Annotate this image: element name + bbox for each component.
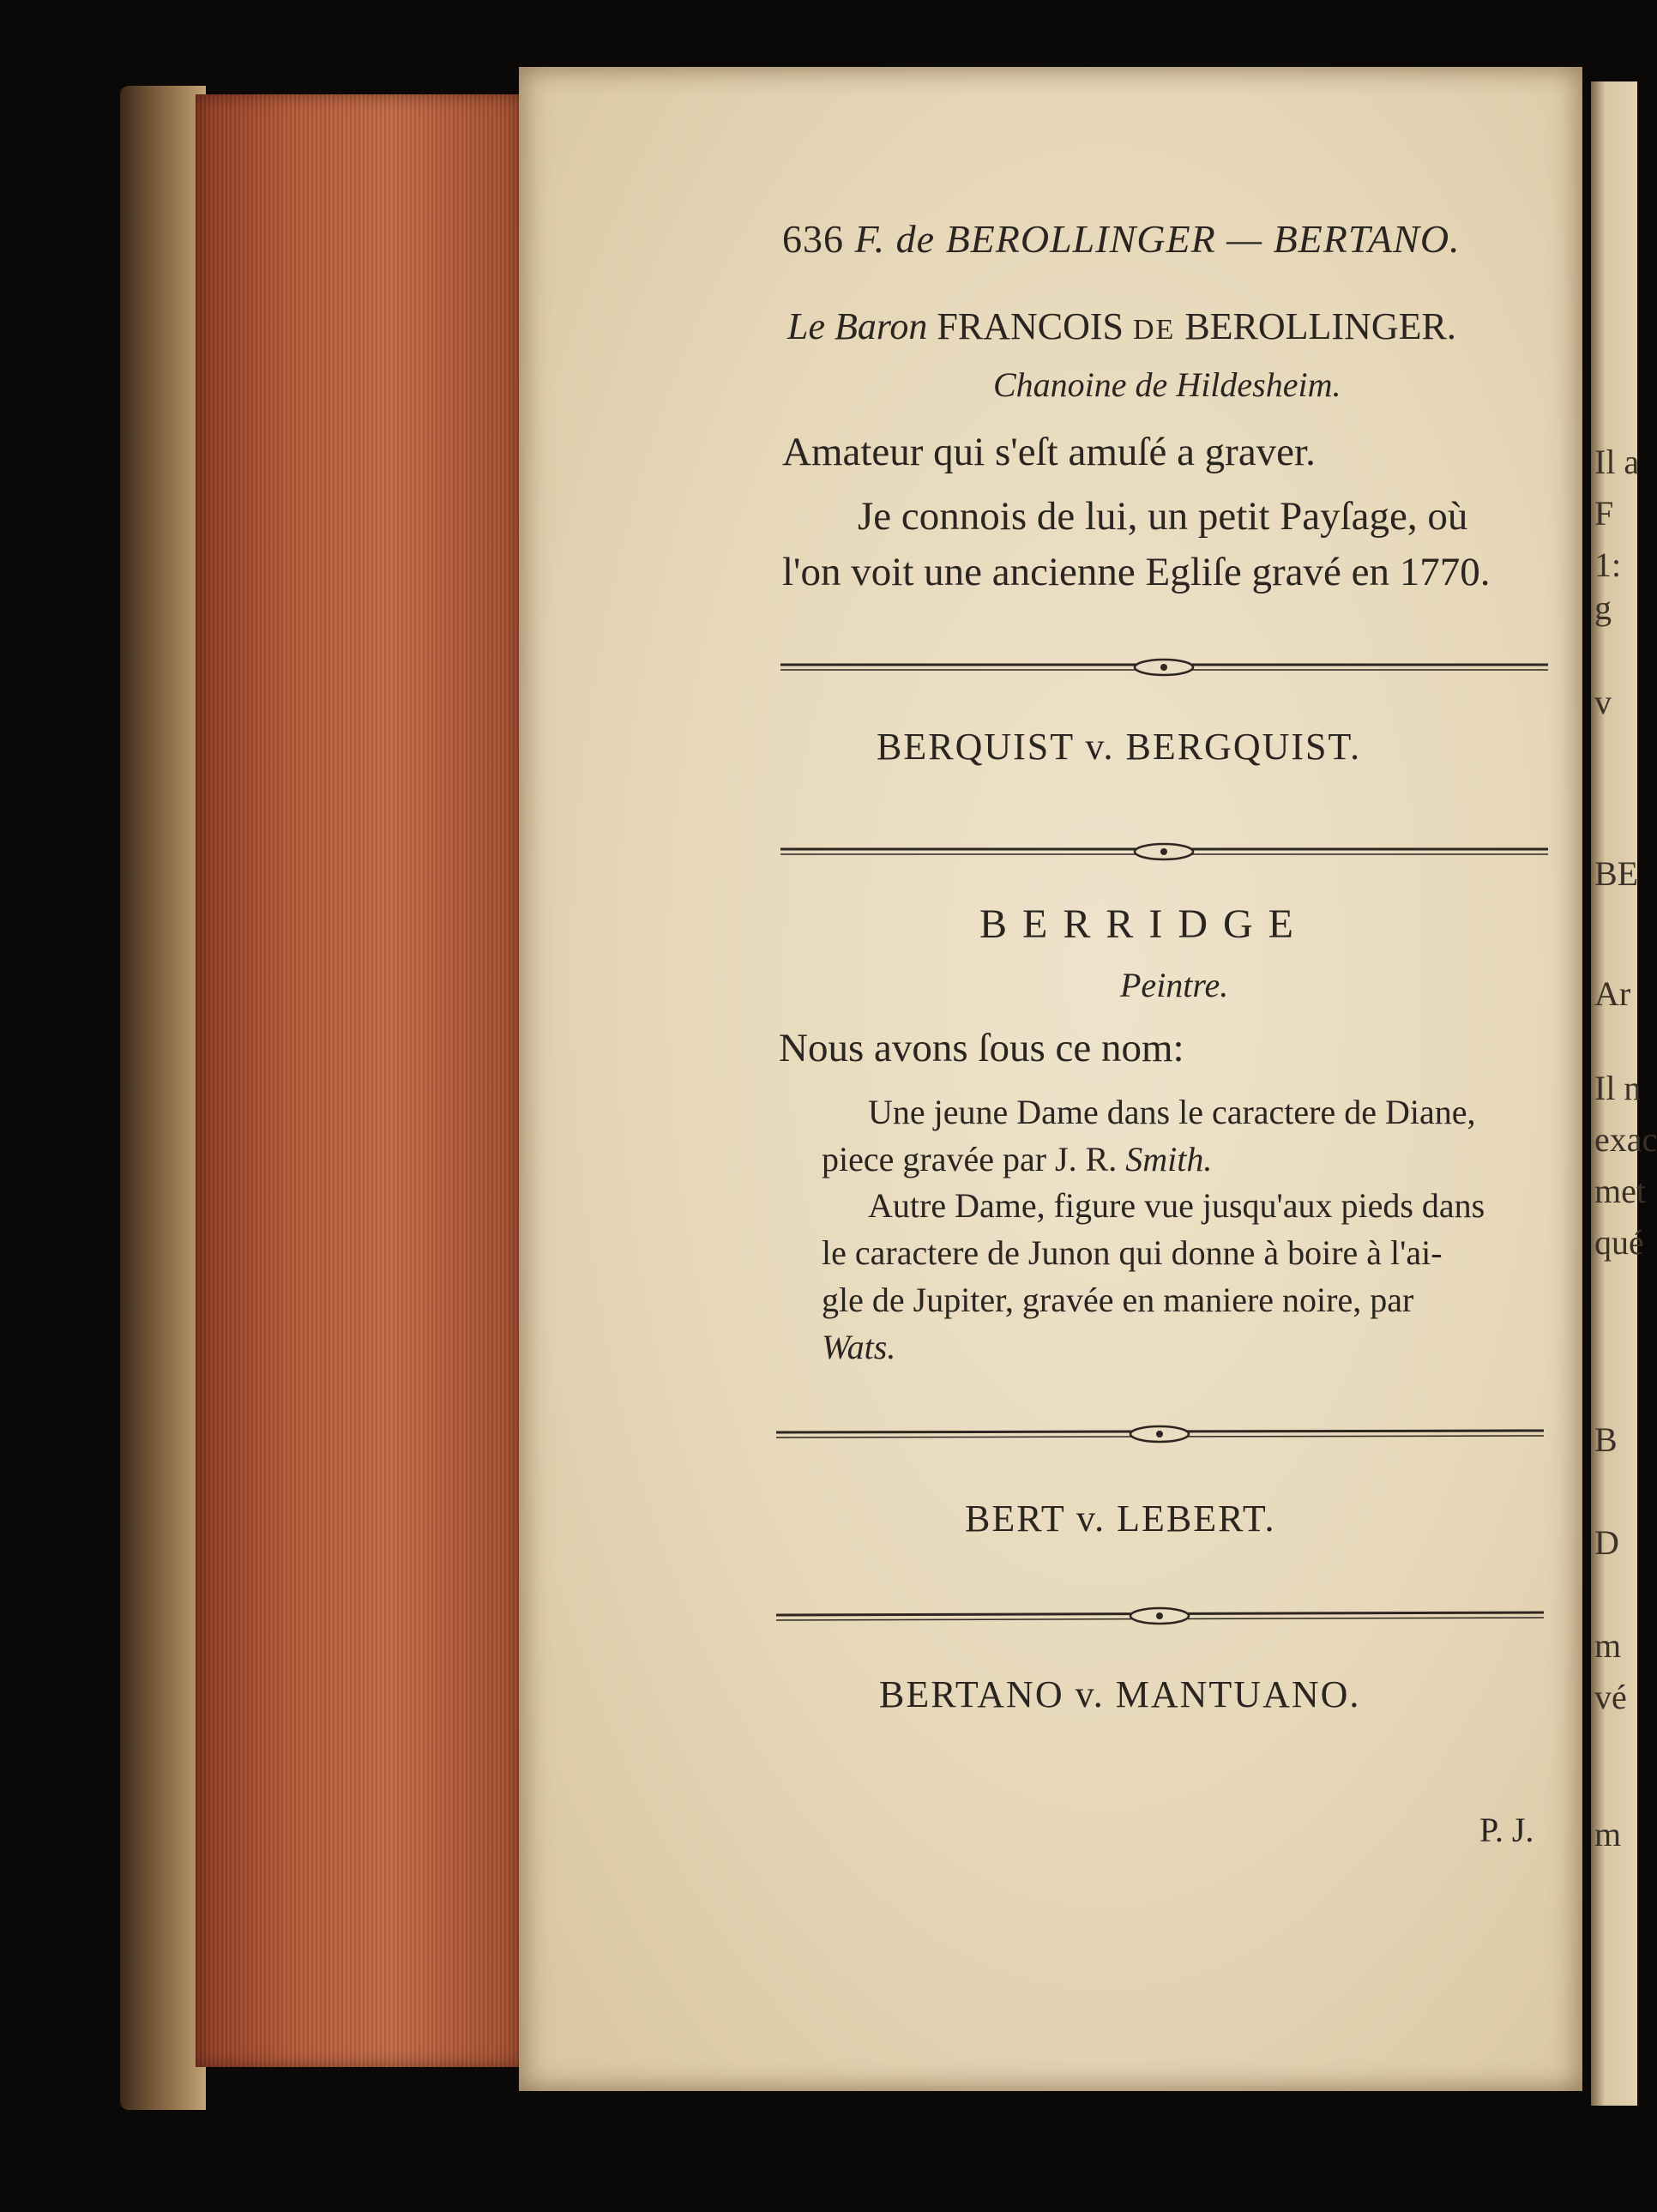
adjacent-fragment: Ar: [1594, 974, 1631, 1013]
adjacent-fragment: Il a: [1594, 443, 1640, 481]
body-line: gle de Jupiter, gravée en maniere noire, par: [822, 1281, 1414, 1319]
body-line: le caractere de Junon qui donne à boire à l'ai-: [822, 1233, 1443, 1272]
adjacent-fragment: vé: [1594, 1678, 1627, 1716]
page-fore-edge: [196, 94, 521, 2067]
adjacent-fragment: qué: [1594, 1223, 1644, 1262]
adjacent-fragment: v: [1594, 683, 1612, 721]
ornamental-rule: [780, 656, 1548, 678]
ornamental-rule: [780, 841, 1548, 863]
running-header: [782, 216, 1461, 262]
entry-title: BERT v. LEBERT.: [965, 1498, 1276, 1540]
entry-lead: Amateur qui s'eſt amuſé a graver.: [782, 430, 1316, 474]
entry-title: BERRIDGE: [979, 901, 1309, 947]
adjacent-fragment: F: [1594, 494, 1614, 533]
body-line: Une jeune Dame dans le caractere de Diane,: [868, 1093, 1476, 1131]
adjacent-fragment: g: [1594, 588, 1612, 627]
adjacent-fragment: B: [1594, 1420, 1618, 1459]
title-surname: BEROLLINGER.: [1184, 305, 1456, 347]
adjacent-fragment: Il n: [1594, 1069, 1642, 1107]
entry-title: [787, 304, 1456, 348]
body-line: Je connois de lui, un petit Payſage, où: [858, 494, 1468, 539]
author-initials: P. J.: [1479, 1811, 1534, 1849]
adjacent-fragment: m: [1594, 1815, 1622, 1853]
adjacent-fragment: met: [1594, 1172, 1646, 1210]
adjacent-fragment: BE: [1594, 854, 1639, 893]
book-binding: [120, 86, 206, 2110]
entry-title: BERQUIST v. BERGQUIST.: [877, 726, 1362, 768]
running-title: F. de BEROLLINGER — BERTANO.: [854, 217, 1461, 261]
title-name: FRANCOIS: [937, 305, 1124, 347]
adjacent-fragment: exac: [1594, 1120, 1657, 1159]
title-prefix: Le Baron: [787, 305, 928, 347]
entry-subtitle: Chanoine de Hildesheim.: [993, 365, 1341, 404]
body-text: piece gravée par J. R.: [822, 1140, 1118, 1178]
engraver-name: Wats.: [822, 1328, 896, 1366]
entry-subtitle: Peintre.: [1120, 966, 1229, 1004]
adjacent-fragment: 1:: [1594, 545, 1622, 584]
adjacent-fragment: m: [1594, 1626, 1622, 1665]
ornamental-rule: [776, 1606, 1544, 1628]
title-particle: DE: [1133, 314, 1176, 346]
body-line: [822, 1139, 1212, 1179]
ornamental-rule: [776, 1424, 1544, 1446]
entry-lead: Nous avons ſous ce nom:: [779, 1026, 1184, 1070]
body-line: Autre Dame, figure vue jusqu'aux pieds dans: [868, 1186, 1485, 1225]
adjacent-page: [1591, 81, 1657, 2106]
page-number: 636: [782, 217, 844, 261]
adjacent-fragment: D: [1594, 1523, 1619, 1562]
body-line: l'on voit une ancienne Egliſe gravé en 1770.: [782, 550, 1491, 594]
engraver-name: Smith.: [1125, 1140, 1213, 1178]
entry-title: BERTANO v. MANTUANO.: [879, 1673, 1361, 1715]
